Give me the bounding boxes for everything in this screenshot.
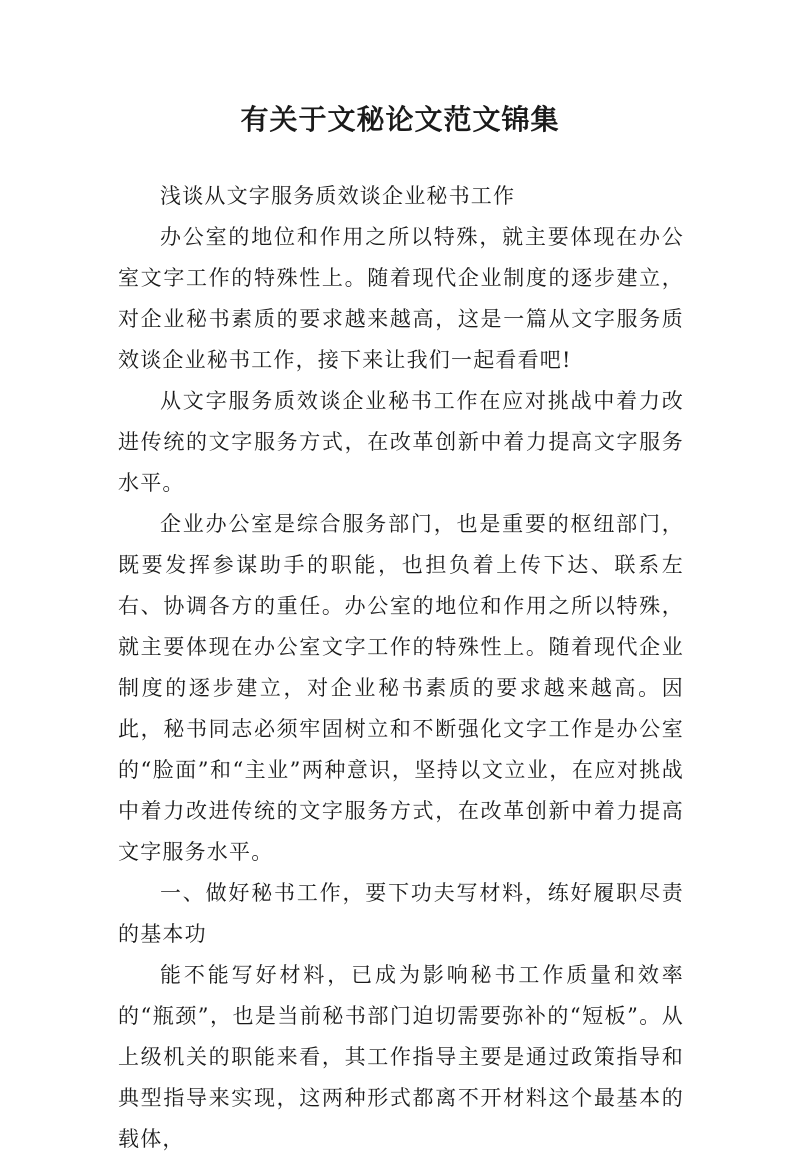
paragraph-writing-materials: 能不能写好材料，已成为影响秘书工作质量和效率的“瓶颈”，也是当前秘书部门迫切需要弥补的“短板”。从上级机关的职能来看，其工作指导主要是通过政策指导和典型指导来实现，这两种形式都离不开材料这个最基本的载体， — [118, 963, 684, 1151]
paragraph-office-role: 企业办公室是综合服务部门，也是重要的枢纽部门，既要发挥参谋助手的职能，也担负着上传下达、联系左右、协调各方的重任。办公室的地位和作用之所以特殊，就主要体现在办公室文字工作的特殊性上。随着现代企业制度的逐步建立，对企业秘书素质的要求越来越高。因此，秘书同志必须牢固树立和不断强化文字工作是办公室的“脸面”和“主业”两种意识，坚持以文立业，在应对挑战中着力改进传统的文字服务方式，在改革创新中着力提高文字服务水平。 — [118, 512, 684, 864]
document-title: 有关于文秘论文范文锦集 — [240, 103, 560, 136]
paragraph-subtitle: 浅谈从文字服务质效谈企业秘书工作 — [160, 184, 516, 208]
paragraph-intro: 办公室的地位和作用之所以特殊，就主要体现在办公室文字工作的特殊性上。随着现代企业制度的逐步建立，对企业秘书素质的要求越来越高，这是一篇从文字服务质效谈企业秘书工作，接下来让我们一起看看吧! — [118, 225, 684, 372]
section-heading-1: 一、做好秘书工作，要下功夫写材料，练好履职尽责的基本功 — [118, 881, 684, 946]
paragraph-summary: 从文字服务质效谈企业秘书工作在应对挑战中着力改进传统的文字服务方式，在改革创新中着力提高文字服务水平。 — [118, 389, 684, 495]
document-body — [118, 176, 684, 1160]
